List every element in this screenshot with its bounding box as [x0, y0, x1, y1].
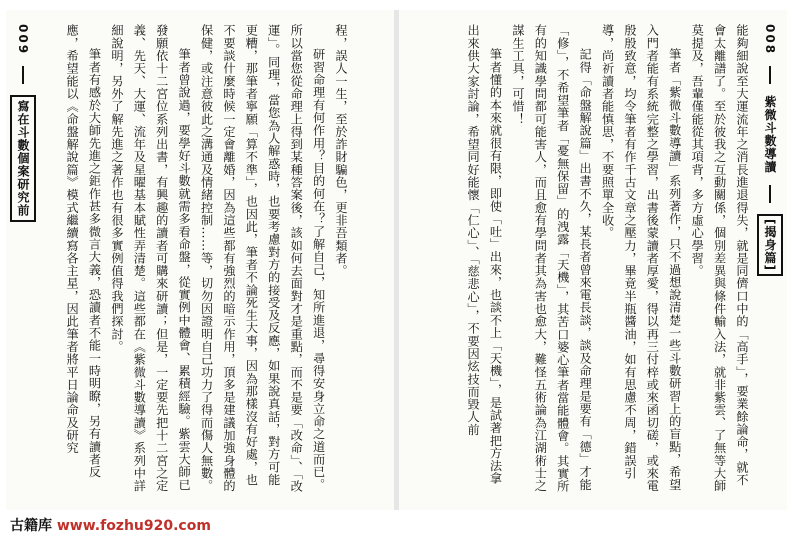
left-paragraph-3: 筆者曾說過，要學好斗數就需多看命盤，從實例中體會、累積經驗。紫雲大師已發願依十二宮位系列出書，有興趣的讀者可購來研讀；但是，一定要先把十二宮之定義、先天、大運、流年及星曜基本賦性弄清楚。這些都在《紫微斗數導讀》系列中詳細說明，另外了解先進之著作也有很多實例值得我們探討。 [109, 24, 192, 493]
left-paragraph-4: 筆者有感於大師先進之鉅作甚多微言大義，恐讀者不能一時明瞭，另有讀者反應，希望能以《命盤解說篇》模式繼續寫各主星，因此筆者將平日論命及研究 [65, 24, 102, 479]
right-paragraph-1: 能夠細說至大運流年之消長進退得失，就是同儕口中的「高手」，要業餘論命，就不會太離譜了。至於彼我之互動關係，個別差異與條件輸入法，就非紫雲、了無等大師莫提及，吾輩僅能從其項背，多方虛心學習。 [690, 24, 749, 493]
right-page-body [417, 24, 753, 494]
watermark-footer [10, 515, 211, 535]
header-rule [769, 185, 771, 203]
site-name: 古籍库 [10, 518, 52, 534]
right-page [399, 10, 787, 510]
left-page-title: 寫在斗數個案研究前 [10, 95, 36, 222]
site-url: www.fozhu920.com [56, 518, 211, 534]
right-paragraph-3: 記得「命盤解說篇」出書不久，某長者曾來電長談，談及命理是要有「德」才能「修」，不希望筆者「憂無保留」的洩露「天機」，其苦口婆心筆者當能體會。其實所有的知識學問都可能害人，而且愈有學問者其為害也愈大，難怪五術論為江湖術士之謀生工具，可惜！ [510, 24, 593, 493]
header-rule [769, 66, 771, 84]
right-page-header [757, 24, 783, 494]
left-paragraph-1: 程，誤人一生，至於詐財騙色，更非吾類者。 [334, 24, 348, 277]
right-page-title: 紫微斗數導讀 [763, 95, 777, 174]
right-paragraph-4: 筆者懂的本來就很有限，即使「吐」出來，也談不上「天機」，是試著把方法拿出來供大家討論，希望同好能懷「仁心」、「慈悲心」，不要因炫技而毀人前 [466, 24, 503, 486]
right-page-section-tag: [揭身篇] [757, 214, 783, 276]
left-page-body [22, 24, 352, 494]
right-page-number: 008 [763, 24, 777, 56]
left-paragraph-2: 研習命理有何作用？目的何在？了解自己，知所進退，尋得安身立命之道而已。所以當您從命理上得到某種答案後，該如何去面對才是重點，而不是要「改命」、「改運」。同理，當您為人解惑時，也要考慮對方的接受及反應，如果說真話，對方可能更糟，那筆者寧願「算不準」，也因此，筆者不論死生大事，因為那樣沒有好處，也不要談什麼時候一定會離婚，因為這些都有強烈的暗示作用，頂多是建議加強身體的保健，或注意彼此之溝通及情緒控制……等，切勿因證明自己功力了得而傷人無數。 [199, 24, 326, 493]
right-paragraph-2: 筆者「紫微斗數導讀」系列著作，只不過想說清楚一些斗數研習上的盲點，希望入門者能有系統完整之學習，出書後蒙讀者厚愛，得以再三付梓或來函切磋，或來電殷殷致意，均令筆者有作千古文章之壓力，畢竟半瓶醬油，如有思慮不周，錯誤引導，尚祈讀者能慎思，不要照單全收。 [600, 24, 682, 493]
left-page [6, 10, 394, 510]
left-page-number: 009 [16, 24, 30, 56]
